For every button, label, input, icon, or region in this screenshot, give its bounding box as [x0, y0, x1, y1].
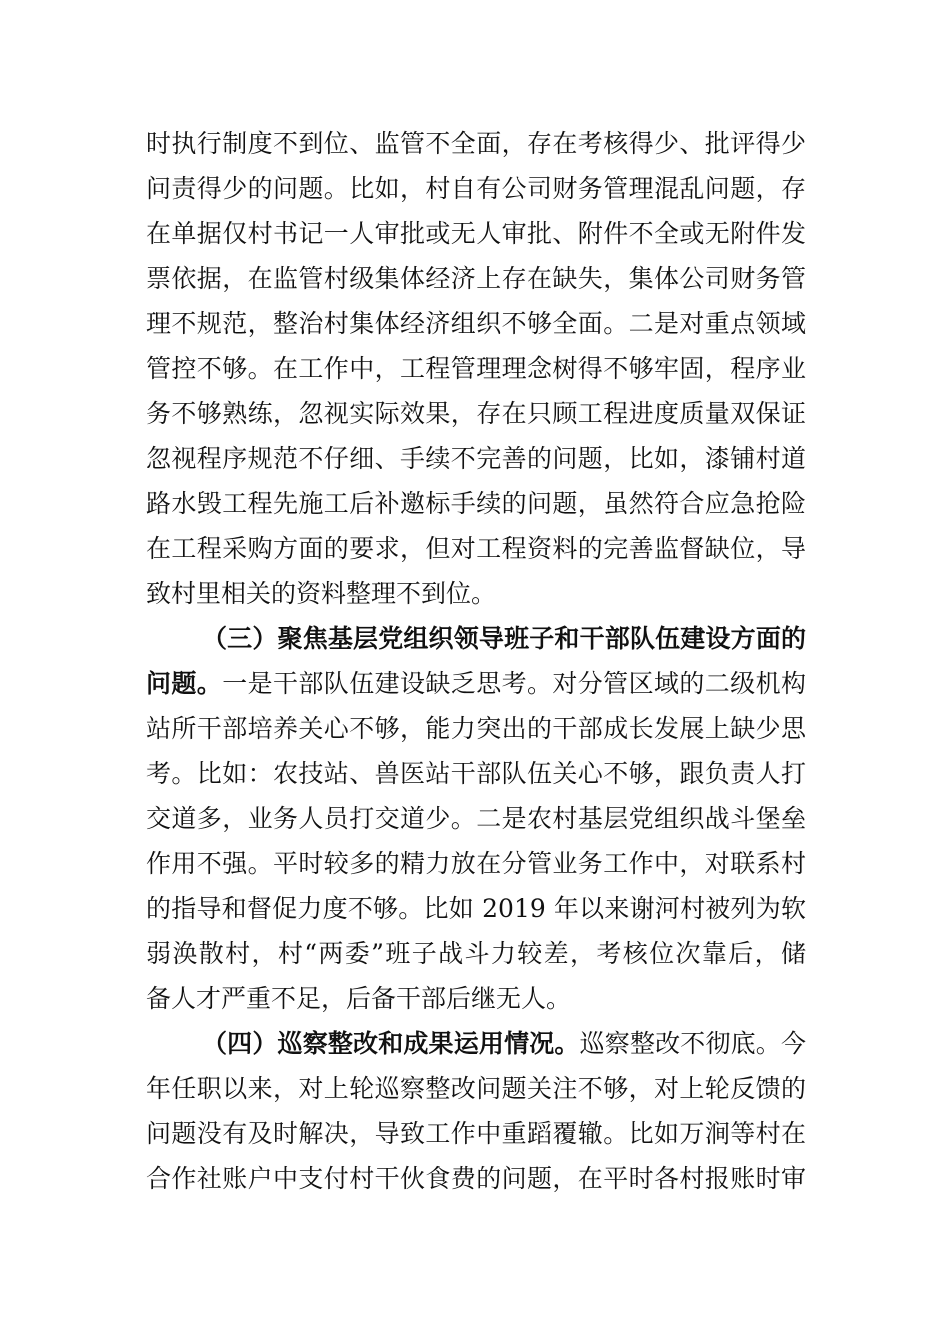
section-heading: （四）巡察整改和成果运用情况。: [202, 1029, 580, 1058]
text-line: 务不够熟练，忽视实际效果，存在只顾工程进度质量双保证: [146, 399, 806, 428]
text-line: [146, 662, 806, 706]
text-line: 票依据，在监管村级集体经济上存在缺失，集体公司财务管: [146, 264, 806, 293]
section-heading-cont: 问题。: [146, 669, 223, 698]
section-heading: （三）聚焦基层党组织领导班子和干部队伍建设方面的: [202, 624, 806, 653]
text-line: 致村里相关的资料整理不到位。: [146, 579, 497, 608]
text-line: 作用不强。平时较多的精力放在分管业务工作中，对联系村: [146, 849, 806, 878]
text-line: 年任职以来，对上轮巡察整改问题关注不够，对上轮反馈的: [146, 1074, 806, 1103]
text-line: 理不规范，整治村集体经济组织不够全面。二是对重点领域: [146, 309, 806, 338]
text-span: 巡察整改不彻底。今: [579, 1029, 806, 1058]
text-line: 在工程采购方面的要求，但对工程资料的完善监督缺位，导: [146, 534, 806, 563]
text-line: 忽视程序规范不仔细、手续不完善的问题，比如，漆铺村道: [146, 444, 806, 473]
text-line: 时执行制度不到位、监管不全面，存在考核得少、批评得少: [146, 129, 806, 158]
text-line: 的指导和督促力度不够。比如 2019 年以来谢河村被列为软: [146, 894, 806, 923]
text-span: 一是干部队伍建设缺乏思考。对分管区域的二级机构: [222, 669, 806, 698]
text-line: 弱涣散村，村“两委”班子战斗力较差，考核位次靠后，储: [146, 939, 806, 968]
text-line: 问题没有及时解决，导致工作中重蹈覆辙。比如万涧等村在: [146, 1119, 806, 1148]
text-line: 路水毁工程先施工后补邀标手续的问题，虽然符合应急抢险: [146, 489, 806, 518]
text-line: 站所干部培养关心不够，能力突出的干部成长发展上缺少思: [146, 714, 806, 743]
text-line: [202, 1022, 806, 1066]
text-line: 交道多，业务人员打交道少。二是农村基层党组织战斗堡垒: [146, 804, 806, 833]
text-line: 备人才严重不足，后备干部后继无人。: [146, 984, 572, 1013]
text-line: 管控不够。在工作中，工程管理理念树得不够牢固，程序业: [146, 354, 806, 383]
text-line: 在单据仅村书记一人审批或无人审批、附件不全或无附件发: [146, 219, 806, 248]
text-line: 合作社账户中支付村干伙食费的问题，在平时各村报账时审: [146, 1164, 806, 1193]
text-line: 问责得少的问题。比如，村自有公司财务管理混乱问题，存: [146, 174, 806, 203]
text-line: 考。比如：农技站、兽医站干部队伍关心不够，跟负责人打: [146, 759, 806, 788]
